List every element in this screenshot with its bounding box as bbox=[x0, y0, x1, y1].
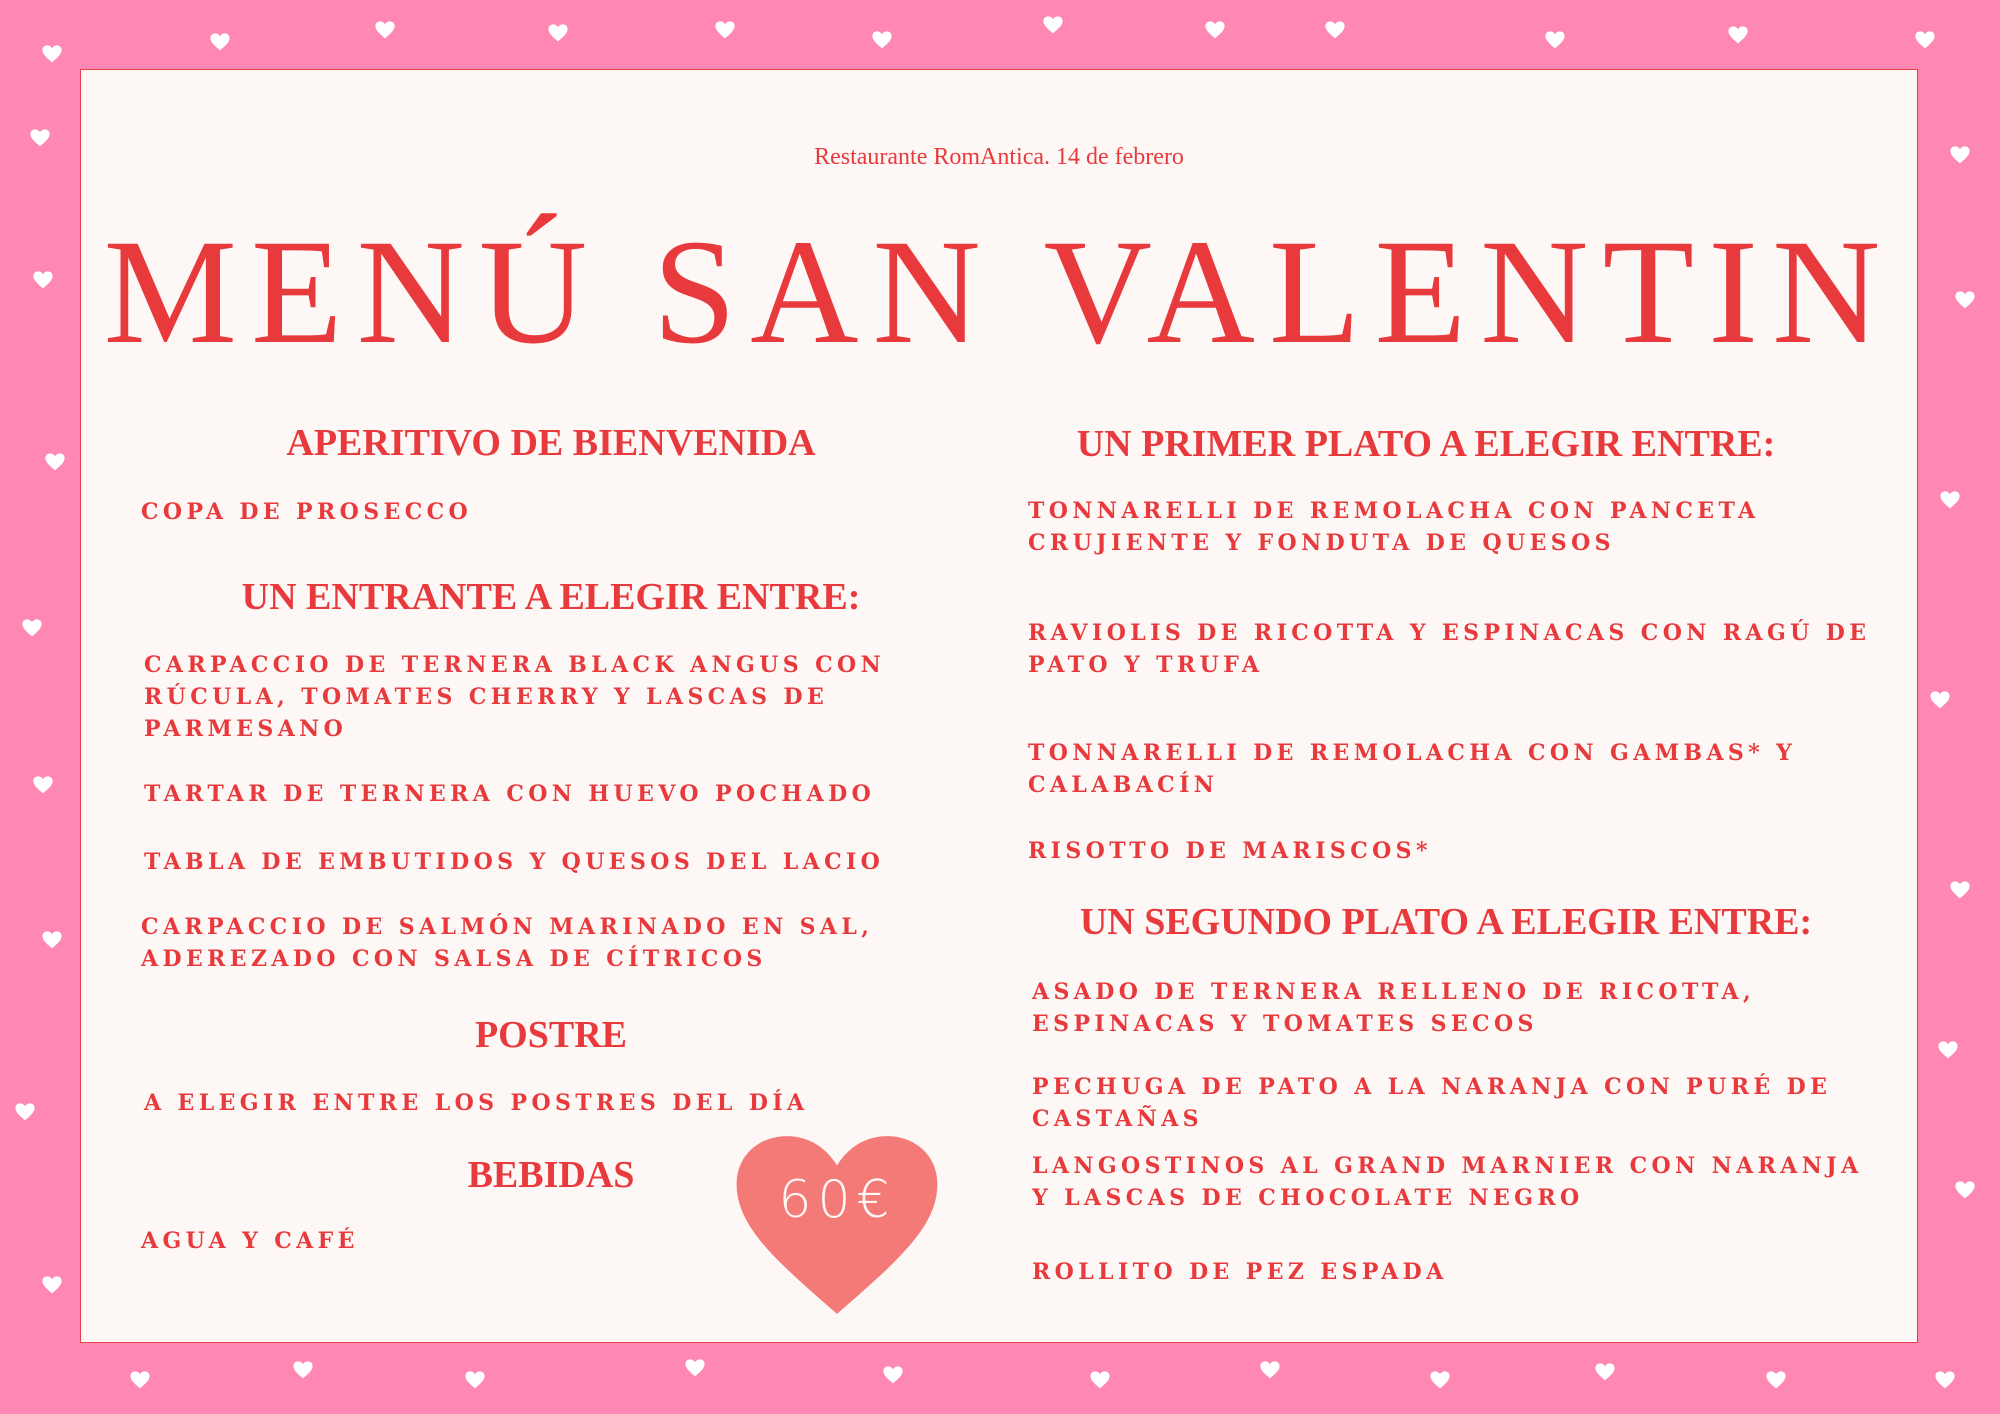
white-heart-icon bbox=[1043, 15, 1063, 35]
white-heart-icon bbox=[375, 20, 395, 40]
white-heart-icon bbox=[1766, 1370, 1786, 1390]
heading-segundo: UN SEGUNDO PLATO A ELEGIR ENTRE: bbox=[1079, 901, 1813, 943]
white-heart-icon bbox=[33, 270, 53, 290]
menu-card bbox=[80, 69, 1918, 1343]
item-segundo-2: PECHUGA DE PATO A LA NARANJA CON PURÉ DE CASTAÑAS bbox=[1032, 1074, 1832, 1132]
white-heart-icon bbox=[1728, 25, 1748, 45]
white-heart-icon bbox=[1955, 290, 1975, 310]
heading-aperitivo: APERITIVO DE BIENVENIDA bbox=[286, 422, 816, 464]
white-heart-icon bbox=[1090, 1370, 1110, 1390]
white-heart-icon bbox=[42, 930, 62, 950]
heading-postre: POSTRE bbox=[474, 1014, 628, 1056]
white-heart-icon bbox=[42, 44, 62, 64]
item-aperitivo-1: COPA DE PROSECCO bbox=[141, 499, 473, 525]
white-heart-icon bbox=[548, 23, 568, 43]
white-heart-icon bbox=[883, 1365, 903, 1385]
white-heart-icon bbox=[1950, 880, 1970, 900]
item-segundo-1: ASADO DE TERNERA RELLENO DE RICOTTA, ESPINACAS Y TOMATES SECOS bbox=[1032, 979, 1756, 1037]
white-heart-icon bbox=[715, 20, 735, 40]
item-primero-2: RAVIOLIS DE RICOTTA Y ESPINACAS CON RAGÚ DE PATO Y TRUFA bbox=[1028, 620, 1871, 678]
white-heart-icon bbox=[465, 1370, 485, 1390]
price-label: 60€ bbox=[778, 1170, 896, 1230]
white-heart-icon bbox=[1260, 1360, 1280, 1380]
white-heart-icon bbox=[1430, 1370, 1450, 1390]
white-heart-icon bbox=[1545, 30, 1565, 50]
item-segundo-4: ROLLITO DE PEZ ESPADA bbox=[1032, 1259, 1448, 1285]
restaurant-subtitle: Restaurante RomAntica. 14 de febrero bbox=[814, 144, 1184, 170]
white-heart-icon bbox=[22, 618, 42, 638]
white-heart-icon bbox=[1938, 1040, 1958, 1060]
white-heart-icon bbox=[130, 1370, 150, 1390]
white-heart-icon bbox=[1595, 1362, 1615, 1382]
white-heart-icon bbox=[45, 452, 65, 472]
white-heart-icon bbox=[33, 775, 53, 795]
item-primero-4: RISOTTO DE MARISCOS* bbox=[1028, 838, 1432, 864]
white-heart-icon bbox=[293, 1360, 313, 1380]
heading-primero: UN PRIMER PLATO A ELEGIR ENTRE: bbox=[1076, 423, 1776, 465]
item-entrante-1: CARPACCIO DE TERNERA BLACK ANGUS CON RÚCULA, TOMATES CHERRY Y LASCAS DE PARMESANO bbox=[144, 652, 886, 742]
white-heart-icon bbox=[1915, 30, 1935, 50]
menu-title: MENÚ SAN VALENTIN bbox=[103, 209, 1895, 375]
white-heart-icon bbox=[210, 32, 230, 52]
white-heart-icon bbox=[685, 1358, 705, 1378]
item-entrante-2: TARTAR DE TERNERA CON HUEVO POCHADO bbox=[144, 781, 876, 807]
item-entrante-3: TABLA DE EMBUTIDOS Y QUESOS DEL LACIO bbox=[144, 849, 885, 875]
white-heart-icon bbox=[1205, 20, 1225, 40]
white-heart-icon bbox=[1950, 145, 1970, 165]
item-bebidas-1: AGUA Y CAFÉ bbox=[141, 1228, 359, 1254]
white-heart-icon bbox=[30, 128, 50, 148]
white-heart-icon bbox=[15, 1102, 35, 1122]
white-heart-icon bbox=[1935, 1370, 1955, 1390]
white-heart-icon bbox=[42, 1275, 62, 1295]
item-postre-1: A ELEGIR ENTRE LOS POSTRES DEL DÍA bbox=[144, 1090, 809, 1116]
heading-bebidas: BEBIDAS bbox=[467, 1154, 635, 1196]
item-segundo-3: LANGOSTINOS AL GRAND MARNIER CON NARANJA Y LASCAS DE CHOCOLATE NEGRO bbox=[1032, 1153, 1863, 1211]
heading-entrante: UN ENTRANTE A ELEGIR ENTRE: bbox=[241, 576, 861, 618]
item-primero-3: TONNARELLI DE REMOLACHA CON GAMBAS* Y CALABACÍN bbox=[1028, 740, 1797, 798]
white-heart-icon bbox=[1325, 20, 1345, 40]
white-heart-icon bbox=[872, 30, 892, 50]
white-heart-icon bbox=[1940, 490, 1960, 510]
item-entrante-4: CARPACCIO DE SALMÓN MARINADO EN SAL, ADEREZADO CON SALSA DE CÍTRICOS bbox=[141, 914, 874, 972]
item-primero-1: TONNARELLI DE REMOLACHA CON PANCETA CRUJIENTE Y FONDUTA DE QUESOS bbox=[1028, 498, 1760, 556]
white-heart-icon bbox=[1955, 1180, 1975, 1200]
white-heart-icon bbox=[1930, 690, 1950, 710]
